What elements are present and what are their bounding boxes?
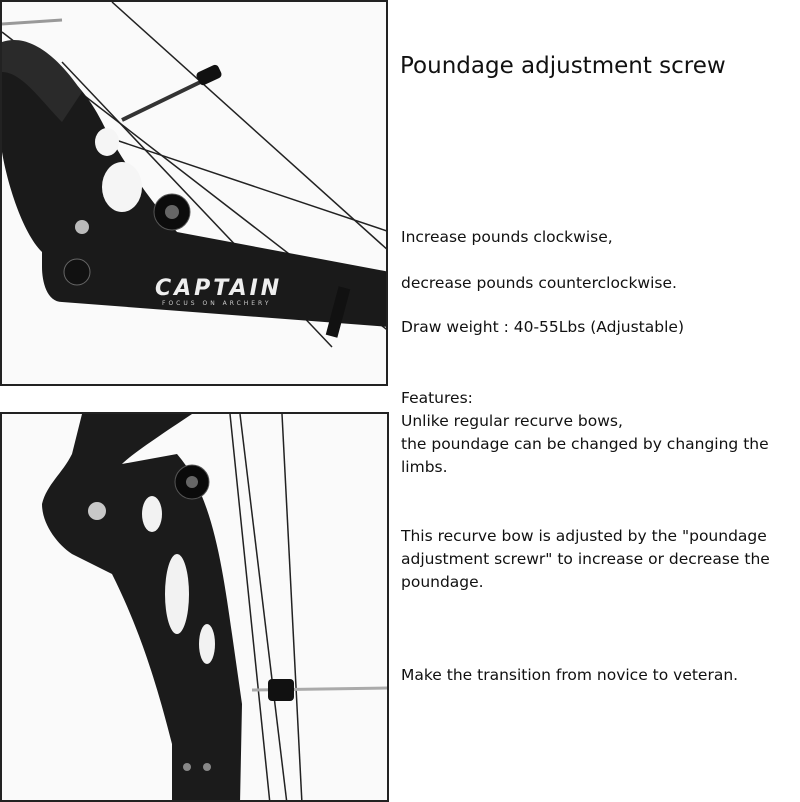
features-heading: Features:	[401, 389, 473, 407]
captain-logo	[155, 276, 282, 307]
draw-weight: Draw weight : 40-55Lbs (Adjustable)	[401, 318, 684, 336]
svg-text:FOCUS ON ARCHERY: FOCUS ON ARCHERY	[162, 300, 272, 307]
features-line-2: the poundage can be changed by changing the	[401, 435, 769, 453]
svg-text:CAPTAIN: CAPTAIN	[155, 276, 283, 301]
description-line-2: adjustment screwr" to increase or decrease the	[401, 550, 770, 568]
tagline: Make the transition from novice to veteran.	[401, 666, 739, 684]
adjust-line-1: Increase pounds clockwise,	[401, 228, 613, 246]
description-line-3: poundage.	[401, 573, 484, 591]
heading-title: Poundage adjustment screw	[400, 53, 726, 79]
description-line-1: This recurve bow is adjusted by the "poundage	[401, 527, 767, 545]
features-line-1: Unlike regular recurve bows,	[401, 412, 623, 430]
bow-limb-closeup-photo	[0, 0, 388, 386]
bow-riser-closeup-photo	[0, 412, 389, 802]
features-line-3: limbs.	[401, 458, 448, 476]
adjust-line-2: decrease pounds counterclockwise.	[401, 274, 677, 292]
